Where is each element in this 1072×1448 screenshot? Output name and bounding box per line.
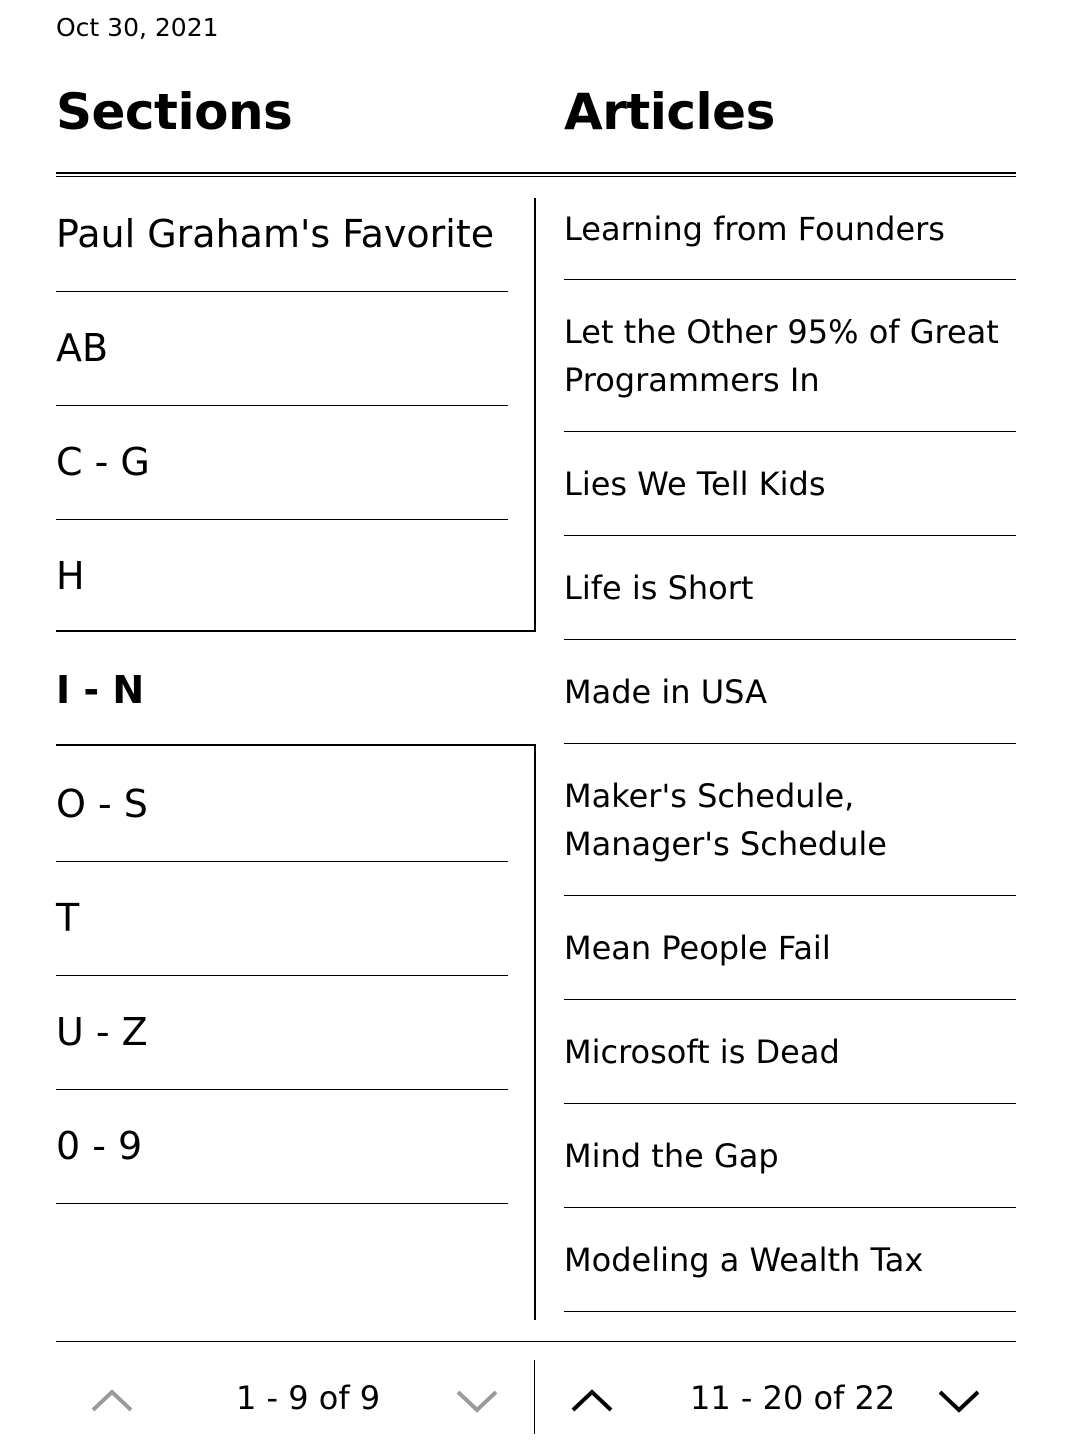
article-title: Made in USA (564, 672, 767, 711)
article-item[interactable] (564, 1208, 1016, 1312)
section-label: I - N (56, 668, 145, 712)
header-rule-thin (56, 176, 1016, 177)
section-label: T (56, 895, 80, 940)
column-divider-upper (534, 198, 536, 632)
article-title: Learning from Founders (564, 209, 945, 248)
chevron-down-icon (937, 1388, 981, 1416)
article-title: Let the Other 95% of Great Programmers In (564, 312, 999, 399)
sections-list (56, 178, 536, 1204)
section-label: 0 - 9 (56, 1123, 143, 1168)
article-title: Mind the Gap (564, 1136, 779, 1175)
article-title: Maker's Schedule, Manager's Schedule (564, 776, 887, 863)
section-label: H (56, 554, 85, 598)
article-item[interactable] (564, 640, 1016, 744)
sections-page-up-button[interactable] (90, 1386, 134, 1414)
sections-heading: Sections (56, 83, 293, 141)
selection-rule-bottom (56, 744, 536, 746)
section-label: C - G (56, 439, 150, 484)
articles-heading: Articles (564, 83, 775, 141)
section-label: O - S (56, 781, 148, 826)
column-divider-lower (534, 744, 536, 1320)
article-title: Lies We Tell Kids (564, 464, 826, 503)
article-title: Mean People Fail (564, 928, 831, 967)
chevron-down-icon (455, 1388, 499, 1416)
footer-rule (56, 1341, 1016, 1342)
sections-page-down-button[interactable] (455, 1388, 499, 1416)
header-rule (56, 172, 1016, 174)
section-item[interactable] (56, 862, 508, 976)
section-label: Paul Graham's Favorite (56, 211, 495, 256)
sections-page-indicator: 1 - 9 of 9 (236, 1379, 381, 1417)
article-item[interactable] (564, 1000, 1016, 1104)
article-title: Modeling a Wealth Tax (564, 1240, 924, 1279)
date-label: Oct 30, 2021 (56, 13, 219, 42)
section-item[interactable] (56, 406, 508, 520)
section-item[interactable] (56, 178, 508, 292)
section-item[interactable] (56, 520, 508, 634)
section-item[interactable] (56, 1090, 508, 1204)
article-title: Life is Short (564, 568, 754, 607)
article-item[interactable] (564, 744, 1016, 896)
article-item[interactable] (564, 178, 1016, 280)
selection-rule-top (56, 630, 536, 632)
article-item[interactable] (564, 1104, 1016, 1208)
articles-page-up-button[interactable] (570, 1386, 614, 1414)
section-item[interactable] (56, 748, 508, 862)
article-item[interactable] (564, 432, 1016, 536)
footer-divider (534, 1360, 535, 1434)
chevron-up-icon (90, 1386, 134, 1414)
article-item[interactable] (564, 896, 1016, 1000)
articles-page-down-button[interactable] (937, 1388, 981, 1416)
chevron-up-icon (570, 1386, 614, 1414)
article-item[interactable] (564, 280, 1016, 432)
articles-list (564, 178, 1016, 1312)
section-label: U - Z (56, 1009, 148, 1054)
section-item[interactable] (56, 976, 508, 1090)
section-label: AB (56, 325, 109, 370)
article-item[interactable] (564, 536, 1016, 640)
section-item[interactable] (56, 292, 508, 406)
articles-page-indicator: 11 - 20 of 22 (690, 1379, 896, 1417)
article-title: Microsoft is Dead (564, 1032, 840, 1071)
section-item-selected[interactable] (56, 634, 508, 748)
